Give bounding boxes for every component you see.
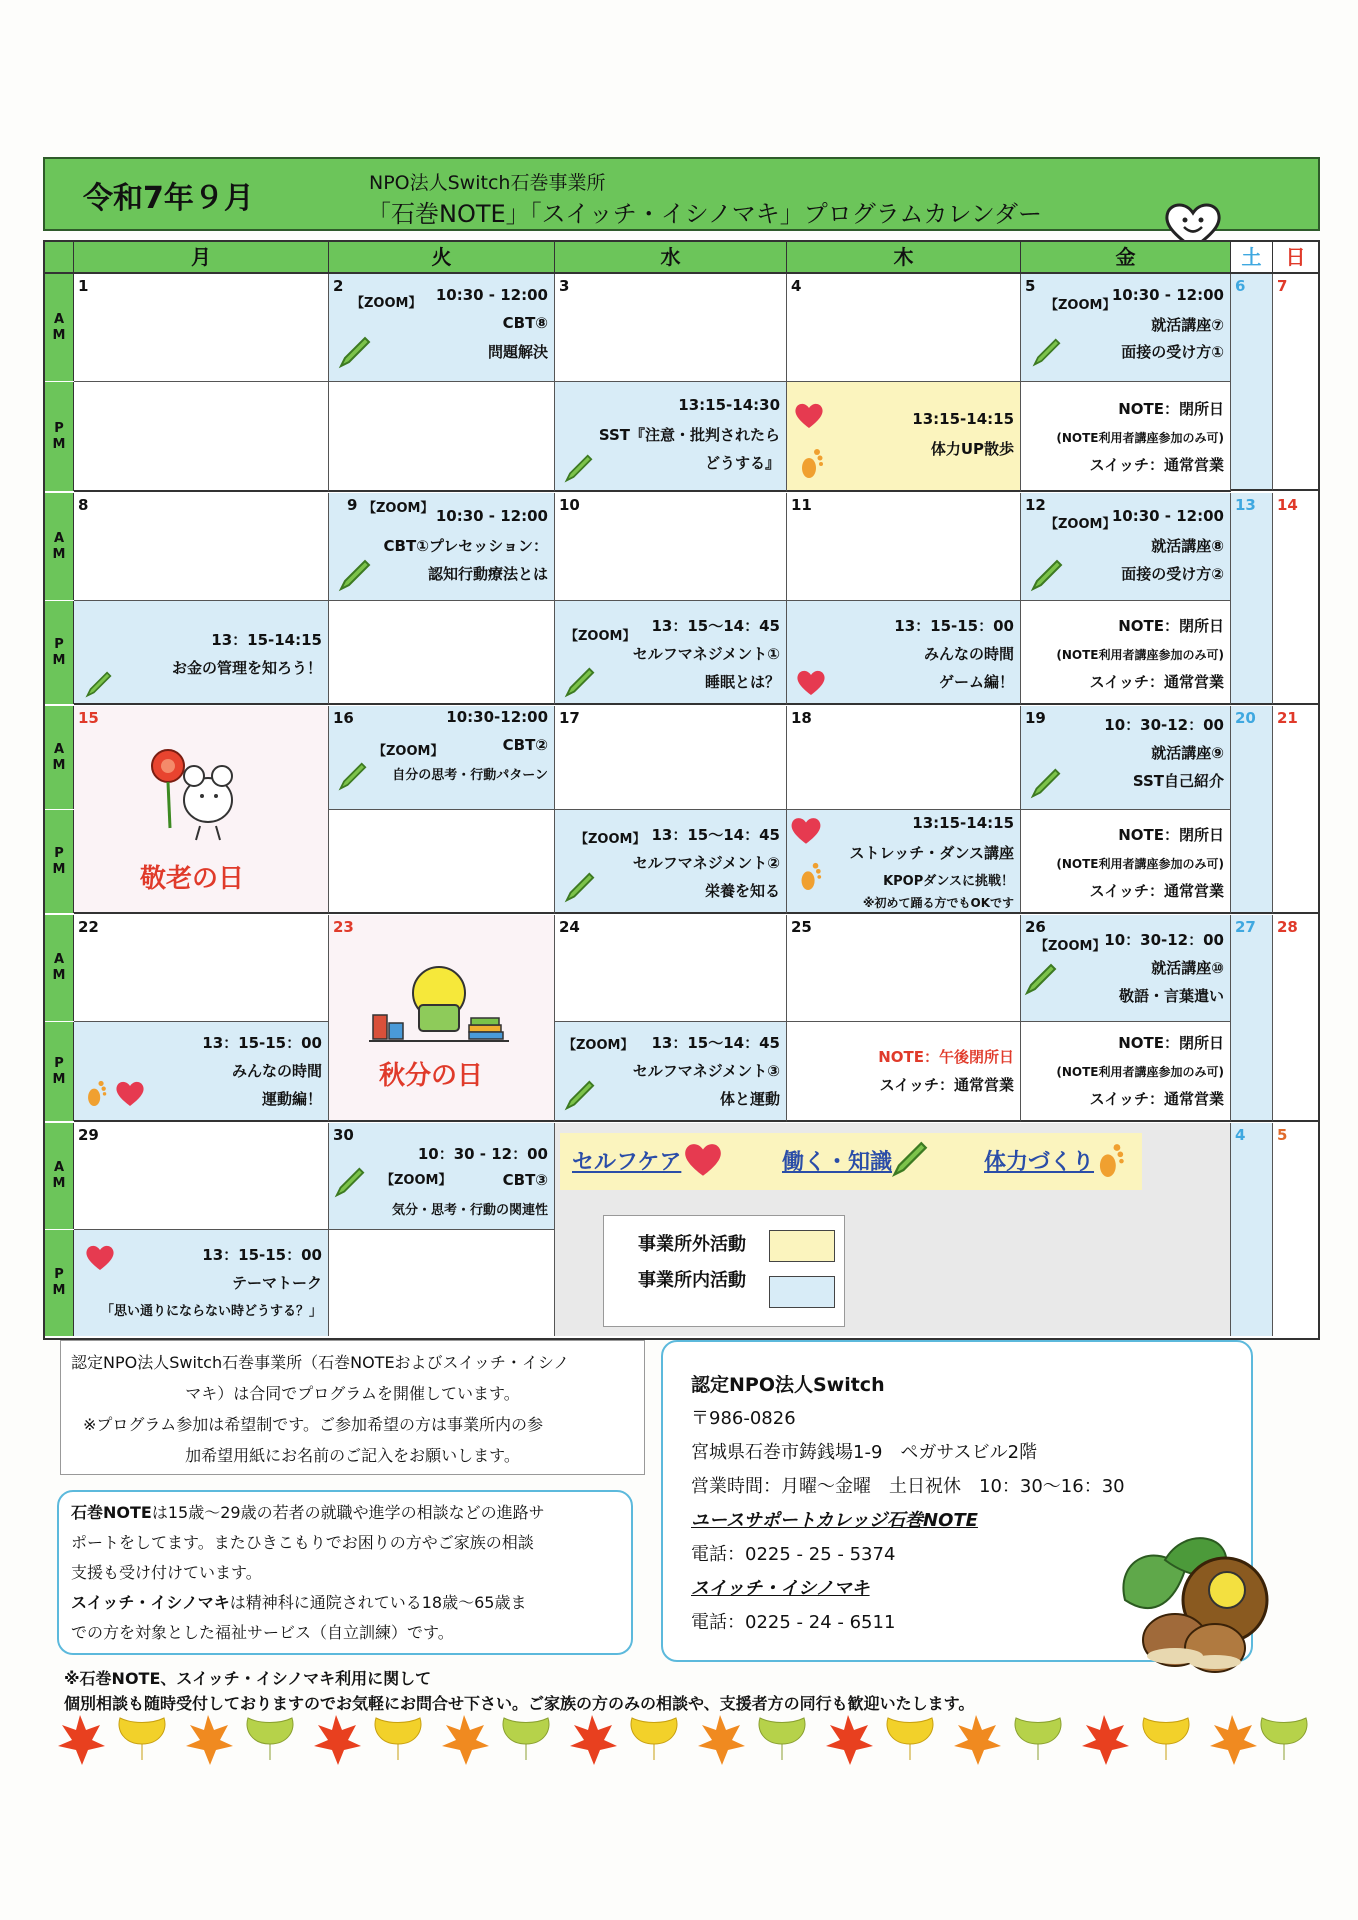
day-cell-pm: 13：15-15：00 テーマトーク 「思い通りにならない時どうする？」	[74, 1230, 329, 1336]
pencil-icon	[563, 454, 593, 484]
day-cell-pm: NOTE：閉所日 (NOTE利用者講座参加のみ可) スイッチ：通常営業	[1021, 1022, 1231, 1122]
chestnut-icon	[1105, 1530, 1295, 1680]
org-name: NPO法人Switch石巻事業所	[369, 172, 606, 194]
reading-figure-icon	[369, 963, 509, 1043]
business-hours: 営業時間：月曜～金曜 土日祝休 10：30～16：30	[691, 1476, 1125, 1497]
category-legend	[560, 1133, 1142, 1190]
month-title: 令和7年９月	[83, 181, 254, 216]
heart-icon	[114, 1080, 146, 1108]
day-cell-pm: 【ZOOM】 13：15～14：45 セルフマネジメント② 栄養を知る	[555, 810, 787, 914]
maple-leaf-icon	[186, 1715, 233, 1765]
maple-leaf-icon	[314, 1715, 361, 1765]
pencil-icon	[563, 667, 595, 699]
pm-label: P M	[45, 382, 74, 491]
day-cell-pm: NOTE：閉所日 (NOTE利用者講座参加のみ可) スイッチ：通常営業	[1021, 810, 1231, 914]
day-cell-am: 10	[555, 493, 787, 601]
weekday-tue: 火	[329, 242, 555, 274]
day-cell-pm: 【ZOOM】 13：15～14：45 セルフマネジメント① 睡眠とは？	[555, 601, 787, 705]
day-cell-pm	[329, 382, 555, 492]
pencil-icon	[1029, 768, 1061, 800]
address: 宮城県石巻市鋳銭場1-9 ペガサスビル2階	[691, 1442, 1038, 1463]
pencil-icon	[337, 559, 371, 593]
pencil-icon	[890, 1141, 928, 1179]
ginkgo-leaf-icon	[1015, 1718, 1061, 1760]
ginkgo-leaf-icon	[631, 1718, 677, 1760]
sat-cell: 6	[1231, 274, 1273, 491]
day-cell-am: 9 【ZOOM】 10:30 - 12:00 CBT①プレセッション： 認知行動療法とは	[329, 493, 555, 601]
sun-cell: 21	[1273, 706, 1318, 914]
day-cell-am: 24	[555, 915, 787, 1022]
joint-program-note: 認定NPO法人Switch石巻事業所（石巻NOTEおよびスイッチ・イシノ マキ）は合同でプログラムを開催しています。 ※プログラム参加は希望制です。ご参加希望の方は事業所内の参 加希望用紙にお名前のご記入をお願いします。	[60, 1340, 645, 1475]
maple-leaf-icon	[826, 1715, 873, 1765]
ginkgo-leaf-icon	[375, 1718, 421, 1760]
day-cell-am: 3	[555, 274, 787, 382]
pencil-icon	[1023, 963, 1057, 997]
day-cell-pm: 13:15-14:15 ストレッチ・ダンス講座 KPOPダンスに挑戦！ ※初めて踊る方でもOKです	[787, 810, 1021, 914]
ginkgo-leaf-icon	[759, 1718, 805, 1760]
day-cell-am: 12 【ZOOM】 10:30 - 12:00 就活講座⑧ 面接の受け方②	[1021, 493, 1231, 601]
am-label: A M	[45, 1123, 74, 1229]
sat-cell: 20	[1231, 706, 1273, 914]
footprint-icon	[1092, 1139, 1126, 1181]
day-cell-pm	[329, 810, 555, 914]
am-label: A M	[45, 706, 74, 809]
day-cell-am: 25	[787, 915, 1021, 1022]
am-label: A M	[45, 493, 74, 600]
day-cell-pm: 【ZOOM】 13：15～14：45 セルフマネジメント③ 体と運動	[555, 1022, 787, 1122]
day-cell-am: 4	[787, 274, 1021, 382]
day-cell-pm: 13：15-15：00 みんなの時間 運動編！	[74, 1022, 329, 1122]
location-legend	[603, 1215, 845, 1327]
footprint-icon	[795, 446, 825, 480]
day-cell-am: 19 10：30-12：00 就活講座⑨ SST自己紹介	[1021, 706, 1231, 810]
ginkgo-leaf-icon	[247, 1718, 293, 1760]
day-cell-am: 16 【ZOOM】 10:30-12:00 CBT② 自分の思考・行動パターン	[329, 706, 555, 810]
sun-cell: 14	[1273, 493, 1318, 705]
ginkgo-leaf-icon	[119, 1718, 165, 1760]
switch-phone[interactable]: 電話：0225 - 24 - 6511	[691, 1612, 896, 1633]
pm-label: P M	[45, 810, 74, 913]
pencil-icon	[333, 1167, 365, 1199]
day-cell-am: 22	[74, 915, 329, 1022]
heart-icon	[795, 669, 827, 697]
am-label: A M	[45, 274, 74, 381]
footprint-icon	[82, 1078, 108, 1108]
day-cell-pm: 13：15-14:15 お金の管理を知ろう！	[74, 601, 329, 705]
ginkgo-leaf-icon	[887, 1718, 933, 1760]
pencil-icon	[563, 1080, 595, 1112]
mouse-with-flower-icon	[140, 738, 250, 848]
postal-code: 〒986-0826	[691, 1408, 796, 1429]
maple-leaf-icon	[954, 1715, 1001, 1765]
heart-icon	[789, 816, 823, 846]
pencil-icon	[1029, 559, 1063, 593]
legend-inside-swatch	[769, 1276, 835, 1308]
day-cell-am: 8	[74, 493, 329, 601]
sat-cell: 13	[1231, 493, 1273, 705]
switch-service-name: スイッチ・イシノマキ	[691, 1578, 870, 1599]
day-cell-am: 11	[787, 493, 1021, 601]
pencil-icon	[337, 336, 371, 370]
org-full-name: 認定NPO法人Switch	[691, 1374, 885, 1396]
day-cell-am: 29	[74, 1123, 329, 1230]
consultation-note: ※石巻NOTE、スイッチ・イシノマキ利用に関して 個別相談も随時受付しておりますのでお気軽にお問合せ下さい。ご家族の方のみの相談や、支援者方の同行も歓迎いたします。	[64, 1669, 975, 1713]
sun-cell: 28	[1273, 915, 1318, 1122]
pm-label: P M	[45, 1022, 74, 1121]
legend-outside-swatch	[769, 1230, 835, 1262]
day-cell-pm	[329, 601, 555, 705]
service-description: 石巻NOTEは15歳～29歳の若者の就職や進学の相談などの進路サ ポートをしてます。またひきこもりでお困りの方やご家族の相談 支援も受け付けています。 スイッチ・イシノマキは精神科に通院されている18歳～65歳ま での方を対象とした福祉サービス（自立訓練）です。	[57, 1490, 633, 1655]
ginkgo-leaf-icon	[1261, 1718, 1307, 1760]
day-cell-am: 5 【ZOOM】 10:30 - 12:00 就活講座⑦ 面接の受け方①	[1021, 274, 1231, 382]
autumn-leaves-border	[50, 1710, 1310, 1770]
weekday-sat: 土	[1231, 242, 1273, 274]
weekday-thu: 木	[787, 242, 1021, 274]
day-cell-pm: 13：15-15：00 みんなの時間 ゲーム編！	[787, 601, 1021, 705]
corner-cell	[45, 242, 74, 274]
day-cell-pm: NOTE：閉所日 (NOTE利用者講座参加のみ可) スイッチ：通常営業	[1021, 382, 1231, 492]
note-service-name: ユースサポートカレッジ石巻NOTE	[691, 1510, 978, 1531]
footprint-icon	[795, 860, 823, 892]
holiday-cell: 15 敬老の日	[74, 706, 329, 914]
maple-leaf-icon	[442, 1715, 489, 1765]
weekday-sun: 日	[1273, 242, 1318, 274]
pencil-icon	[337, 762, 367, 792]
day-cell-pm	[329, 1230, 555, 1336]
maple-leaf-icon	[698, 1715, 745, 1765]
day-cell-am: 30 【ZOOM】 10：30 - 12：00 CBT③ 気分・思考・行動の関連性	[329, 1123, 555, 1230]
sun-cell: 7	[1273, 274, 1318, 491]
calendar-title: 「石巻NOTE」「スイッチ・イシノマキ」プログラムカレンダー	[367, 200, 1042, 228]
pencil-icon	[1031, 338, 1061, 368]
heart-icon	[682, 1141, 724, 1179]
day-cell-pm: 13:15-14:15 体力UP散歩	[787, 382, 1021, 492]
weekday-wed: 水	[555, 242, 787, 274]
maple-leaf-icon	[570, 1715, 617, 1765]
day-cell-pm: NOTE：閉所日 (NOTE利用者講座参加のみ可) スイッチ：通常営業	[1021, 601, 1231, 705]
holiday-name: 秋分の日	[379, 1061, 484, 1091]
weekday-fri: 金	[1021, 242, 1231, 274]
heart-icon	[793, 402, 825, 430]
pm-label: P M	[45, 1230, 74, 1336]
legend-work: 働く・知識	[782, 1150, 893, 1175]
maple-leaf-icon	[1210, 1715, 1257, 1765]
pencil-icon	[84, 671, 112, 699]
pencil-icon	[563, 872, 595, 904]
sat-cell: 27	[1231, 915, 1273, 1122]
day-cell-am: 1	[74, 274, 329, 382]
legend-selfcare: セルフケア	[572, 1150, 682, 1175]
legend-outside-label: 事業所外活動	[638, 1234, 746, 1255]
sat-cell: 4	[1231, 1123, 1273, 1336]
maple-leaf-icon	[1082, 1715, 1129, 1765]
weekday-mon: 月	[74, 242, 329, 274]
legend-fitness: 体力づくり	[984, 1150, 1095, 1175]
maple-leaf-icon	[58, 1715, 105, 1765]
am-label: A M	[45, 915, 74, 1021]
pm-label: P M	[45, 601, 74, 704]
day-cell-am: 2 【ZOOM】 10:30 - 12:00 CBT⑧ 問題解決	[329, 274, 555, 382]
ginkgo-leaf-icon	[503, 1718, 549, 1760]
holiday-name: 敬老の日	[140, 864, 245, 894]
holiday-cell: 23 秋分の日	[329, 915, 555, 1122]
day-cell-pm: NOTE：午後閉所日 スイッチ：通常営業	[787, 1022, 1021, 1122]
day-cell-pm	[74, 382, 329, 492]
day-cell-am: 17	[555, 706, 787, 810]
header-banner	[43, 157, 1320, 231]
day-cell-pm: 13:15-14:30 SST『注意・批判されたら どうする』	[555, 382, 787, 492]
sun-cell: 5	[1277, 1126, 1288, 1144]
note-phone[interactable]: 電話：0225 - 25 - 5374	[691, 1544, 896, 1565]
day-cell-am: 18	[787, 706, 1021, 810]
legend-inside-label: 事業所内活動	[638, 1270, 746, 1291]
day-cell-am: 26 【ZOOM】 10：30-12：00 就活講座⑩ 敬語・言葉遣い	[1021, 915, 1231, 1022]
heart-icon	[84, 1244, 116, 1272]
ginkgo-leaf-icon	[1143, 1718, 1189, 1760]
